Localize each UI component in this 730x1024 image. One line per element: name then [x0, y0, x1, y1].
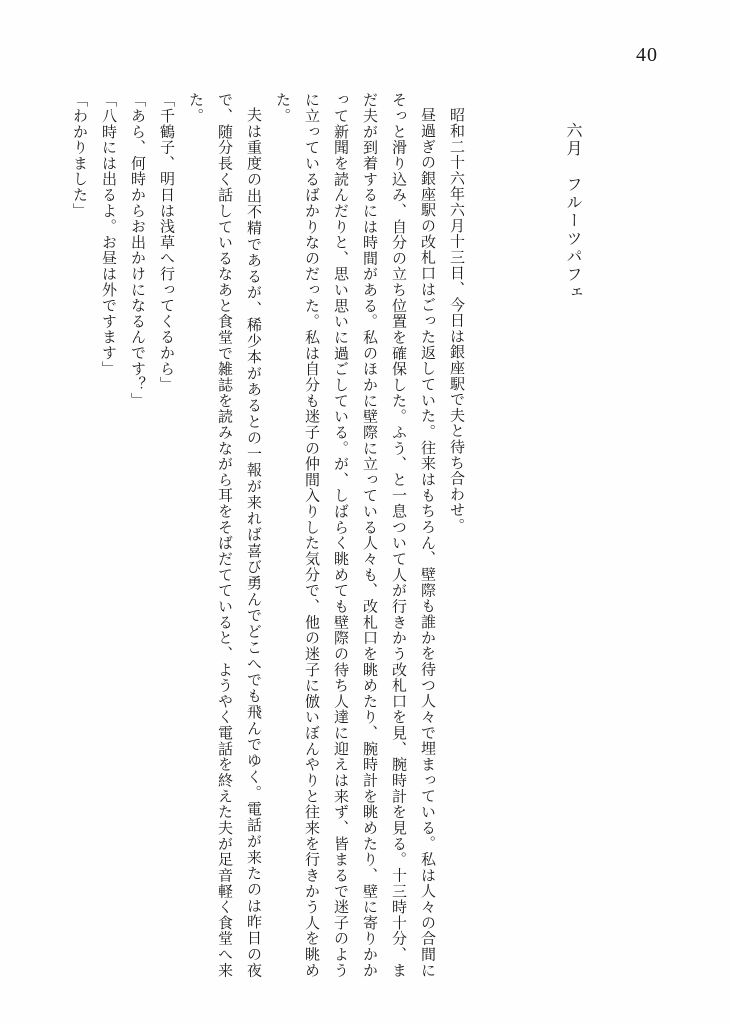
body-text — [64, 92, 470, 978]
paragraph: 「あら、何時からお出かけになるんです？」 — [129, 92, 145, 408]
chapter-title: 六月 フルーツパフェ — [564, 122, 581, 302]
paragraph: 昭和二十六年六月十三日、今日は銀座駅で夫と待ち合わせ。 — [448, 107, 464, 534]
paragraph: 「八時には出るよ。お昼は外ですます」 — [100, 92, 116, 377]
paragraph: 「千鶴子、明日は浅草へ行ってくるから」 — [158, 92, 174, 393]
paragraph: 夫は重度の出不精であるが、稀少本があるとの一報が来れば喜び勇んでどこへでも飛んでゆく。電話が来たのは昨日の夜で、随分長く話しているなあと食堂で雑誌を読みながら耳をそばだてていると、ようやく電話を終えた夫が足音軽く食堂へ来た。 — [187, 92, 261, 978]
page-number: 40 — [636, 44, 658, 66]
paragraph: 昼過ぎの銀座駅の改札口はごった返していた。往来はもちろん、壁際も誰かを待つ人々で埋まっている。私は人々の合間にそっと滑り込み、自分の立ち位置を確保した。ふう、と一息ついて人が行きかう改札口を見、腕時計を見る。十三時十分、まだ夫が到着するには時間がある。私のほかに壁際に立っている人々も、改札口を眺めたり、腕時計を眺めたり、壁に寄りかかって新聞を読んだりと、思い思いに過ごしている。が、しばらく眺めても壁際の待ち人達に迎えは来ず、皆まるで迷子のように立っているばかりなのだった。私は自分も迷子の仲間入りした気分で、他の迷子に倣いぼんやりと往来を行きかう人を眺めた。 — [274, 92, 435, 978]
paragraph: 「わかりました」 — [71, 92, 87, 219]
